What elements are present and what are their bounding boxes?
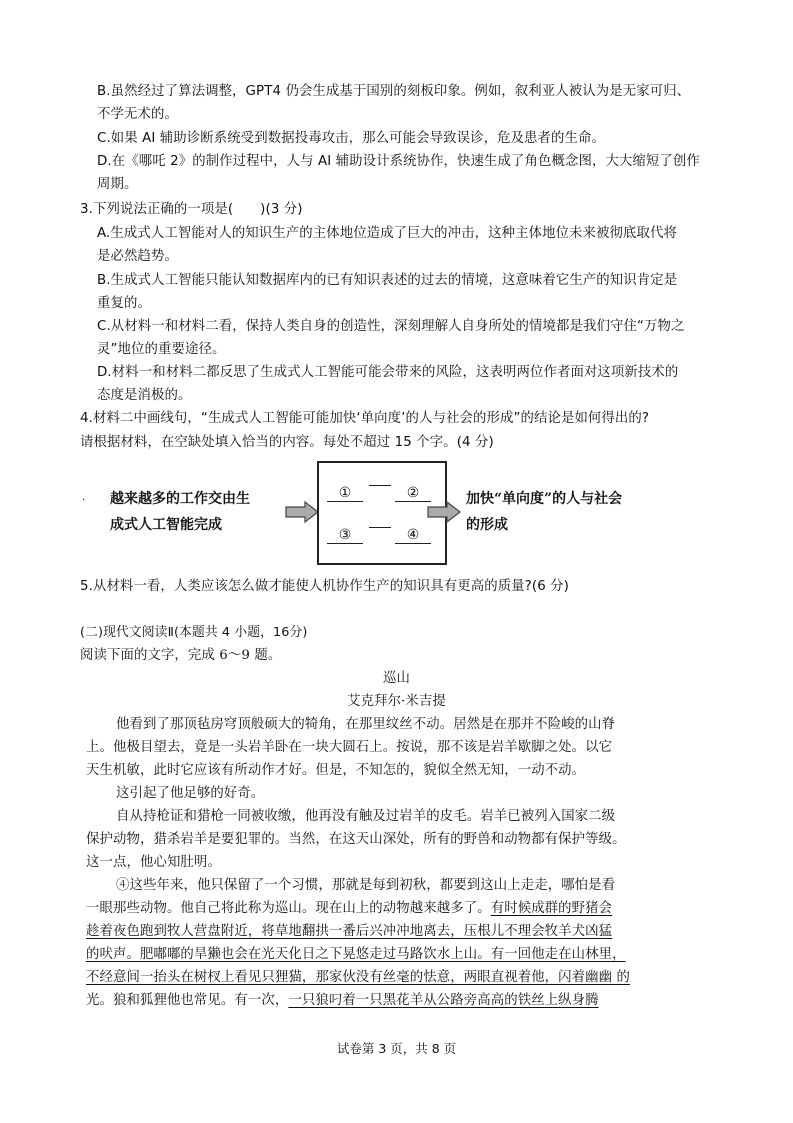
- q3-stem: 3.下列说法正确的一项是( )(3 分): [80, 202, 303, 217]
- passage-p4-line4-underlined: 的吠声。肥嘟嘟的旱獭也会在光天化日之下晃悠走过马路饮水上山。有一回他走在山林里，: [86, 947, 626, 962]
- passage-p3-line1: 自从持枪证和猎枪一同被收缴，他再没有触及过岩羊的皮毛。岩羊已被列入国家二级: [116, 809, 616, 824]
- blank-slot-2[interactable]: ②: [395, 485, 431, 502]
- stray-mark: ·: [82, 495, 86, 506]
- passage-p3-line2: 保护动物，猎杀岩羊是要犯罪的。当然，在这天山深处，所有的野兽和动物都有保护等级。: [86, 832, 626, 847]
- q4-flow-diagram: [80, 457, 720, 577]
- blank-slot-4[interactable]: ④: [395, 527, 431, 544]
- passage-p4-line2: [86, 900, 612, 918]
- passage-p4-line6-underlined: 一只狼叼着一只黑花羊从公路旁高高的铁丝上纵身腾: [288, 993, 599, 1008]
- q3-option-d-line2: 态度是消极的。: [97, 388, 192, 403]
- connector-dash-top: [369, 485, 391, 486]
- diagram-left-text-line1: 越来越多的工作交由生: [110, 491, 250, 507]
- page-footer: 试卷第 3 页，共 8 页: [336, 1041, 457, 1056]
- q5-stem: 5.从材料一看，人类应该怎么做才能使人机协作生产的知识具有更高的质量?(6 分): [80, 579, 569, 594]
- passage-p1-line3: 天生机敏，此时它应该有所动作才好。但是，不知怎的，貌似全然无知，一动不动。: [86, 763, 586, 778]
- connector-dash-bottom: [369, 527, 391, 528]
- diagram-right-text-line2: 的形成: [466, 517, 508, 533]
- q3-option-a-line1: A.生成式人工智能对人的知识生产的主体地位造成了巨大的冲击，这种主体地位未来被彻底取代将: [97, 226, 677, 241]
- q2-option-d-line1: D.在《哪吒 2》的制作过程中，人与 AI 辅助设计系统协作，快速生成了角色概念图，大大缩短了创作: [97, 154, 700, 169]
- q3-option-a-line2: 是必然趋势。: [97, 249, 178, 264]
- right-arrow-icon-right: [427, 501, 461, 523]
- q2-option-c: C.如果 AI 辅助诊断系统受到数据投毒攻击，那么可能会导致误诊，危及患者的生命。: [97, 131, 605, 146]
- q4-stem-line2: 请根据材料，在空缺处填入恰当的内容。每处不超过 15 个字。(4 分): [80, 435, 494, 450]
- q2-option-b-line1: B.虽然经过了算法调整，GPT4 仍会生成基于国别的刻板印象。例如，叙利亚人被认为是无家可归、: [97, 84, 691, 99]
- q3-option-b-line1: B.生成式人工智能只能认知数据库内的已有知识表述的过去的情境，这意味着它生产的知识肯定是: [97, 273, 678, 288]
- q4-stem-line1: 4.材料二中画线句，“生成式人工智能可能加快‘单向度’的人与社会的形成”的结论是如何得出的?: [80, 411, 650, 426]
- passage-p4-line2-plain: 一眼那些动物。他自己将此称为巡山。现在山上的动物越来越多了。: [86, 901, 491, 916]
- diagram-left-text-line2: 成式人工智能完成: [110, 517, 222, 533]
- passage-p4-line2-underlined: 有时候成群的野猪会: [490, 901, 613, 916]
- passage-p4-line6: [86, 992, 599, 1010]
- blank-slot-1[interactable]: ①: [327, 485, 363, 502]
- diagram-right-text-line1: 加快“单向度”的人与社会: [466, 491, 623, 507]
- passage-p4-line3-underlined: 趁着夜色跑到牧人营盘附近，将草地翻拱一番后兴冲冲地离去，压根儿不理会牧羊犬凶猛: [86, 924, 613, 939]
- q2-option-d-line2: 周期。: [97, 177, 138, 192]
- q3-option-c-line2: 灵”地位的重要途径。: [97, 342, 226, 357]
- right-arrow-icon-left: [285, 501, 319, 523]
- passage-p4-line6-plain: 光。狼和狐狸他也常见。有一次，: [86, 993, 289, 1008]
- passage-p1-line2: 上。他极目望去，竟是一头岩羊卧在一块大圆石上。按说，那不该是岩羊歇脚之处。以它: [86, 740, 613, 755]
- q3-option-c-line1: C.从材料一和材料二看，保持人类自身的创造性，深刻理解人自身所处的情境都是我们守住“万物之: [97, 319, 685, 334]
- passage-p3-line3: 这一点，他心知肚明。: [86, 855, 221, 870]
- passage-p1-line1: 他看到了那顶毡房穹顶般硕大的犄角，在那里纹丝不动。居然是在那并不险峻的山脊: [116, 717, 616, 732]
- passage-p4-line5-underlined: 不经意间一抬头在树杈上看见只狸猫，那家伙没有丝毫的怯意，两眼直视着他，闪着幽幽 的: [86, 970, 630, 985]
- section-heading: (二)现代文阅读Ⅱ(本题共 4 小题，16分): [80, 625, 308, 640]
- q3-option-d-line1: D.材料一和材料二都反思了生成式人工智能可能会带来的风险，这表明两位作者面对这项新技术的: [97, 365, 679, 380]
- passage-title: 巡山: [383, 671, 410, 686]
- q2-option-b-line2: 不学无术的。: [97, 107, 178, 122]
- passage-p4-line1: ④这些年来，他只保留了一个习惯，那就是每到初秋，都要到这山上走走，哪怕是看: [116, 878, 616, 893]
- blank-slot-3[interactable]: ③: [327, 527, 363, 544]
- q3-option-b-line2: 重复的。: [97, 296, 151, 311]
- passage-p2: 这引起了他足够的好奇。: [116, 786, 265, 801]
- section-instruction: 阅读下面的文字，完成 6～9 题。: [80, 648, 282, 663]
- passage-author: 艾克拜尔·米吉提: [347, 694, 446, 709]
